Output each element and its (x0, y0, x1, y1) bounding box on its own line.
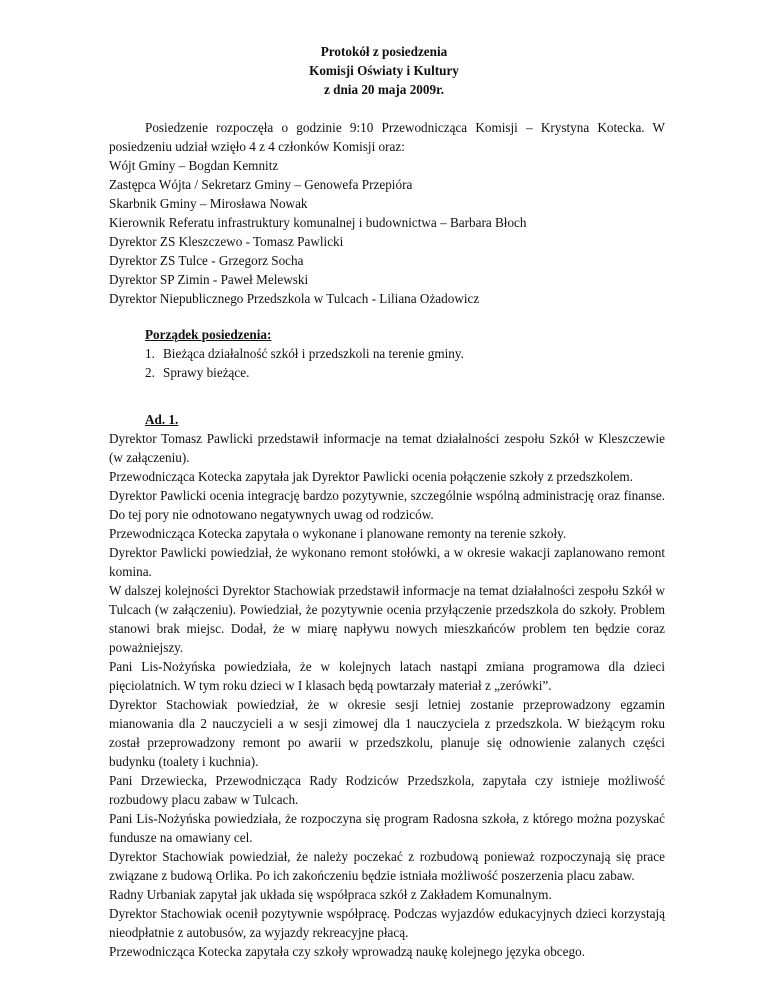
ad1-paragraph: Dyrektor Tomasz Pawlicki przedstawił informacje na temat działalności zespołu Szkół w Kleszczewie (w załączeniu). (109, 431, 665, 465)
agenda-item-number: 1. (145, 346, 155, 361)
title-line-2: Komisji Oświaty i Kultury (309, 63, 459, 78)
attendee-item: Dyrektor SP Zimin - Paweł Melewski (109, 272, 309, 287)
ad1-paragraph: W dalszej kolejności Dyrektor Stachowiak przedstawił informacje na temat działalności zespołu Szkół w Tulcach (w załączeniu). Powiedział, że pozytywnie ocenia przyłączenie przedszkola do szkoły. Problem stanowi brak miejsc. Dodał, że w miarę napływu nowych mieszkańców problem ten będzie coraz poważniejszy. (109, 583, 665, 655)
ad1-paragraph: Radny Urbaniak zapytał jak układa się współpraca szkół z Zakładem Komunalnym. (109, 887, 552, 902)
ad1-paragraph: Przewodnicząca Kotecka zapytała o wykonane i planowane remonty na terenie szkoły. (109, 526, 567, 541)
ad1-paragraph: Dyrektor Stachowiak powiedział, że należy poczekać z rozbudową ponieważ rozpoczynają się prace związane z budową Orlika. Po ich zakończeniu będzie istniała możliwość poszerzenia placu zabaw. (109, 849, 665, 883)
ad1-paragraph: Dyrektor Stachowiak ocenił pozytywnie współpracę. Podczas wyjazdów edukacyjnych dzieci korzystają nieodpłatnie z autobusów, za wyjazdy rekreacyjne płacą. (109, 906, 665, 940)
ad1-section (109, 410, 665, 961)
attendee-item: Skarbnik Gminy – Mirosława Nowak (109, 196, 308, 211)
agenda-item (145, 344, 665, 363)
agenda-section (145, 325, 665, 382)
attendee-item: Dyrektor ZS Tulce - Grzegorz Socha (109, 253, 304, 268)
ad1-paragraph: Pani Lis-Nożyńska powiedziała, że w kolejnych latach nastąpi zmiana programowa dla dzieci pięciolatnich. W tym roku dzieci w I klasach będą powtarzały materiał z „zerówki”. (109, 659, 665, 693)
ad1-paragraph: Przewodnicząca Kotecka zapytała czy szkoły wprowadzą naukę kolejnego języka obcego. (109, 944, 585, 959)
document-title (0, 42, 768, 99)
attendee-list (109, 156, 665, 308)
ad1-paragraph: Pani Drzewiecka, Przewodnicząca Rady Rodziców Przedszkola, zapytała czy istnieje możliwość rozbudowy placu zabaw w Tulcach. (109, 773, 665, 807)
ad1-heading: Ad. 1. (145, 412, 179, 427)
intro-section (109, 118, 665, 308)
title-line-3: z dnia 20 maja 2009r. (323, 82, 445, 97)
agenda-item-text: Sprawy bieżące. (163, 365, 250, 380)
agenda-list (145, 344, 665, 382)
attendee-item: Kierownik Referatu infrastruktury komunalnej i budownictwa – Barbara Błoch (109, 215, 527, 230)
title-line-1: Protokół z posiedzenia (320, 44, 448, 59)
agenda-heading: Porządek posiedzenia: (145, 327, 272, 342)
attendee-item: Dyrektor ZS Kleszczewo - Tomasz Pawlicki (109, 234, 344, 249)
ad1-paragraph: Pani Lis-Nożyńska powiedziała, że rozpoczyna się program Radosna szkoła, z którego można pozyskać fundusze na omawiany cel. (109, 811, 665, 845)
ad1-paragraph: Przewodnicząca Kotecka zapytała jak Dyrektor Pawlicki ocenia połączenie szkoły z przedszkolem. (109, 469, 633, 484)
agenda-item (145, 363, 665, 382)
agenda-item-text: Bieżąca działalność szkół i przedszkoli na terenie gminy. (163, 346, 464, 361)
intro-paragraph: Posiedzenie rozpoczęła o godzinie 9:10 Przewodnicząca Komisji – Krystyna Kotecka. W posiedzeniu udział wzięło 4 z 4 członków Komisji oraz: (109, 120, 665, 154)
attendee-item: Wójt Gminy – Bogdan Kemnitz (109, 158, 279, 173)
attendee-item: Dyrektor Niepublicznego Przedszkola w Tulcach - Liliana Ożadowicz (109, 291, 480, 306)
ad1-paragraph: Dyrektor Stachowiak powiedział, że w okresie sesji letniej zostanie przeprowadzony egzamin mianowania dla 2 nauczycieli a w sesji zimowej dla 1 nauczyciela z przedszkola. W bieżącym roku został przeprowadzony remont po awarii w przedszkolu, planuje się odnowienie zalanych części budynku (toalety i kuchnia). (109, 697, 665, 769)
ad1-paragraph: Dyrektor Pawlicki ocenia integrację bardzo pozytywnie, szczególnie wspólną administrację oraz finanse. Do tej pory nie odnotowano negatywnych uwag od rodziców. (109, 488, 665, 522)
ad1-paragraph: Dyrektor Pawlicki powiedział, że wykonano remont stołówki, a w okresie wakacji zaplanowano remont komina. (109, 545, 665, 579)
agenda-item-number: 2. (145, 365, 155, 380)
attendee-item: Zastępca Wójta / Sekretarz Gminy – Genowefa Przepióra (109, 177, 413, 192)
